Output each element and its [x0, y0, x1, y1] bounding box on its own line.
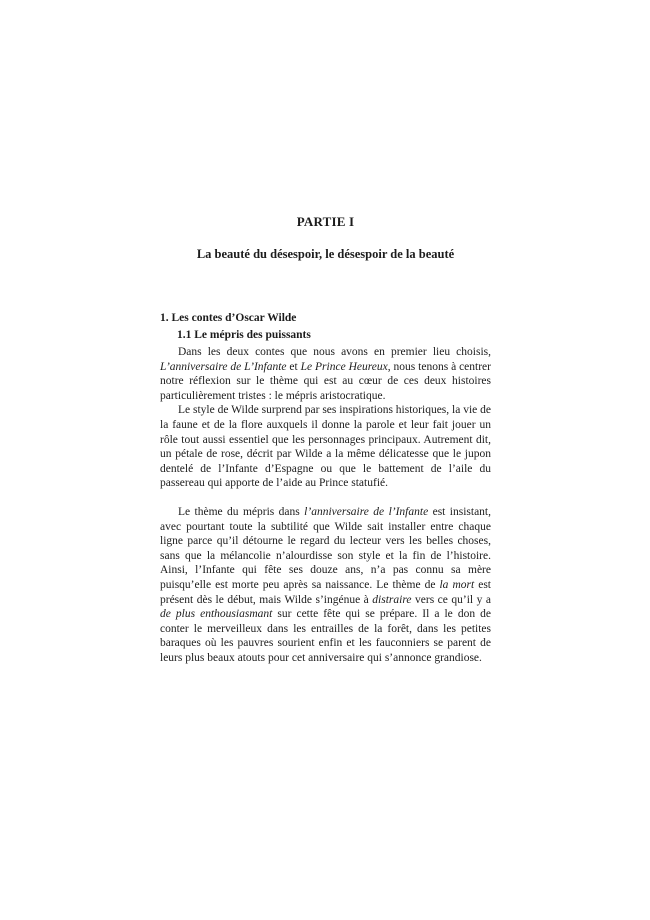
text-run: et	[286, 360, 301, 373]
text-run-italic: la mort	[439, 578, 475, 591]
text-run-italic: Le Prince Heureux	[300, 360, 388, 373]
text-run: , nous tenons à centrer notre réflexion sur le thème qui est au cœur de ces deux histoires particulièrement tristes : le mépris aristocratique.	[160, 360, 491, 402]
text-run: Dans les deux contes que nous avons en premier lieu choisis,	[178, 346, 491, 358]
text-run-italic: l’anniversaire de l’Infante	[304, 505, 429, 518]
text-run: Le style de Wilde surprend par ses inspirations historiques, la vie de la faune et de la flore auxquels il donne la parole et leur fait jouer un rôle tout aussi essentiel que les personnages principaux. Autrement dit, un pétale de rose, décrit par Wilde a la même délicatesse que le jupon dentelé de l’Infante d’Espagne ou que le battement de l’aile du passereau qui apporte de l’aide au Prince statufié.	[160, 404, 491, 490]
text-run: est présent dès le début, mais Wilde s’ingénue à	[160, 578, 491, 606]
text-run-italic: distraire	[372, 593, 412, 606]
part-subtitle: La beauté du désespoir, le désespoir de la beauté	[196, 247, 455, 261]
text-run: sur cette fête qui se prépare. Il a le don de conter le merveilleux dans les entrailles de la forêt, dans les petites baraques où les pauvres sourient enfin et les fauconniers se parent de leurs plus beaux atouts pour cet anniversaire qui s’annonce grandiose.	[160, 608, 491, 664]
paragraph	[160, 505, 491, 666]
subsection-heading: 1.1 Le mépris des puissants	[177, 329, 311, 341]
text-run: Le thème du mépris dans	[178, 505, 305, 518]
body-paragraphs	[160, 345, 491, 665]
page-content	[160, 214, 491, 665]
text-run: est insistant, avec pourtant toute la subtilité que Wilde sait installer entre chaque ligne parce qu’il détourne le regard du lecteur vers les belles choses, sans que la mélancolie n’alourdisse son style et la fin de l’histoire. Ainsi, l’Infante qui fête ses douze ans, n’a pas connu sa mère puisqu’elle est morte peu après sa naissance. Le thème de	[160, 505, 491, 591]
text-run: vers ce qu’il y a	[411, 593, 491, 606]
paragraph	[160, 403, 491, 491]
part-title: PARTIE I	[296, 214, 355, 229]
section-heading: 1. Les contes d’Oscar Wilde	[160, 312, 297, 324]
text-run-italic: L’anniversaire de L’Infante	[160, 360, 287, 373]
text-run-italic: de plus enthousiasmant	[160, 608, 273, 621]
paragraph	[160, 345, 491, 403]
